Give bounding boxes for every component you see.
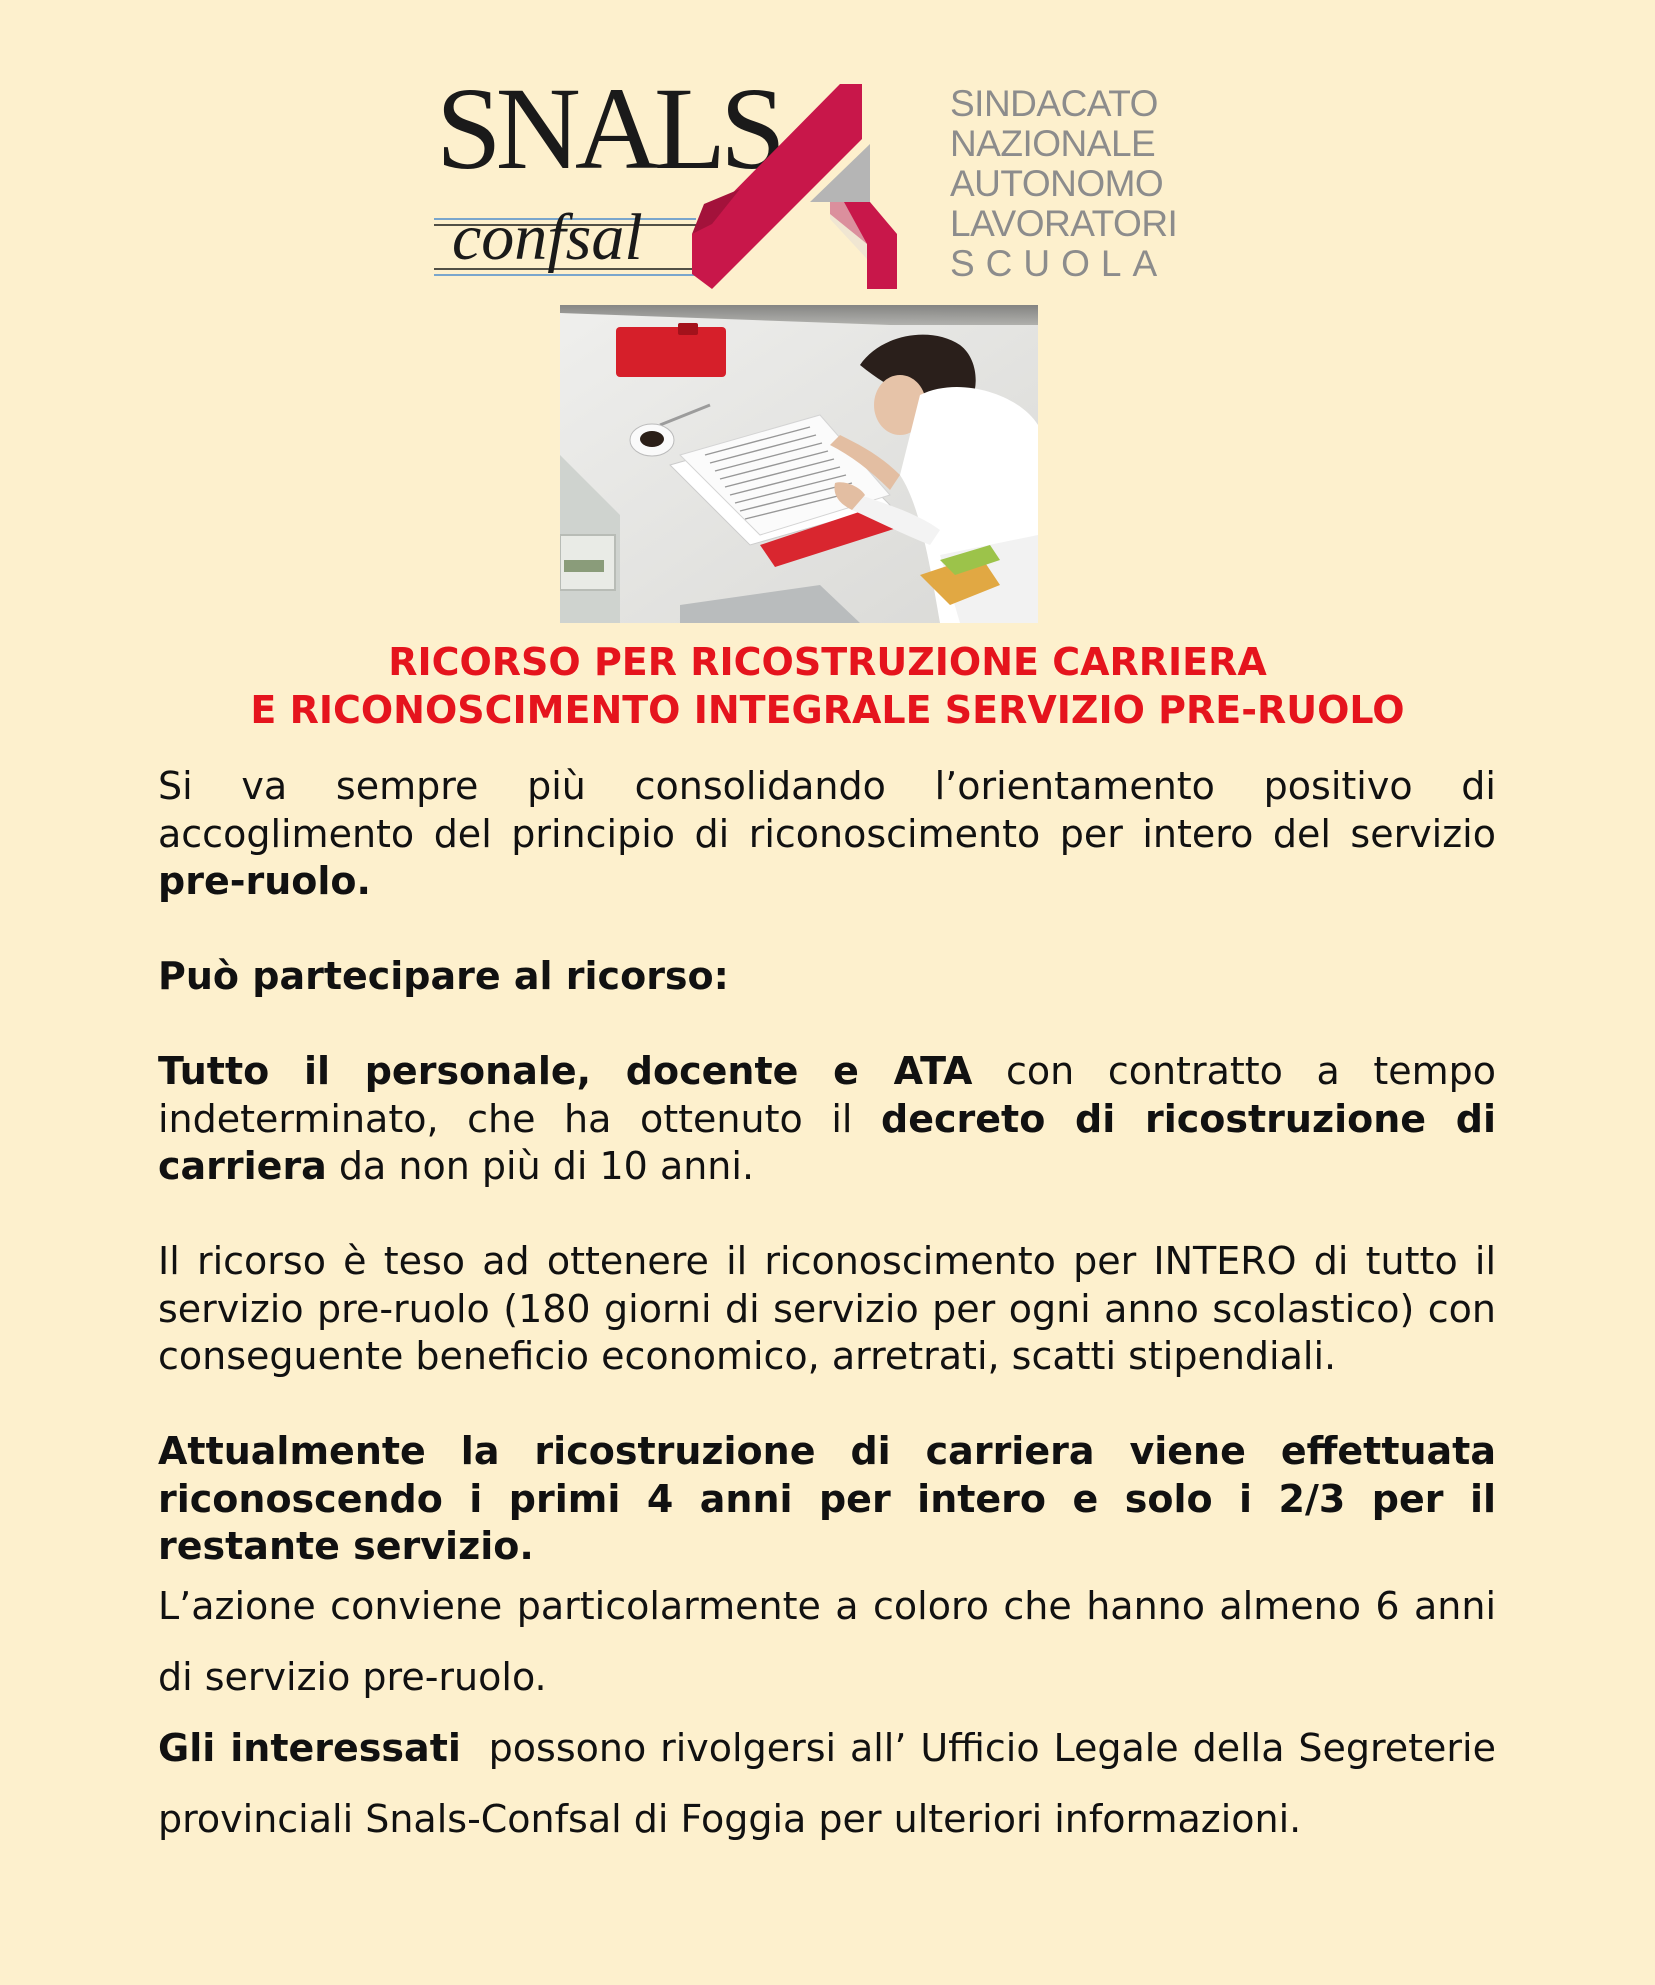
convenience-paragraph [158, 1571, 1496, 1713]
logo-line-4: LAVORATORI [950, 203, 1178, 244]
convenience-text: L’azione conviene particolarmente a coloro che hanno almeno 6 anni di servizio pre-ruolo. [158, 1583, 1496, 1699]
desk-photo [560, 305, 1038, 623]
logo-confsal [434, 201, 694, 285]
eligibility-text-2: da non più di 10 anni. [326, 1144, 755, 1188]
contact-paragraph [158, 1713, 1509, 1855]
logo-wordmark: SNALS [436, 63, 780, 194]
logo-line-5: SCUOLA [950, 243, 1169, 284]
current-practice-paragraph [158, 1428, 1496, 1571]
logo-line-1: SINDACATO [950, 83, 1158, 124]
participants-heading [158, 953, 1496, 1001]
current-practice-text: Attualmente la ricostruzione di carriera viene effettuata riconoscendo i primi 4 anni per intero e solo i 2/3 per il restante servizio. [158, 1429, 1496, 1568]
eligibility-bold-2: decreto di ricostruzione di carriera [158, 1096, 1496, 1188]
eligibility-text-1: con contratto a tempo indeterminato, che ha ottenuto il [158, 1049, 1497, 1141]
logo-ribbon-mark [692, 84, 912, 289]
body-text [158, 763, 1509, 1855]
participants-heading-text: Può partecipare al ricorso: [158, 954, 729, 998]
purpose-paragraph [158, 1238, 1496, 1381]
purpose-text: Il ricorso è teso ad ottenere il riconoscimento per INTERO di tutto il servizio pre-ruolo (180 giorni di servizio per ogni anno scolastico) con conseguente beneficio economico, arretrati, scatti stipendiali. [158, 1239, 1496, 1378]
page-title [0, 638, 1655, 734]
eligibility-bold-1: Tutto il personale, docente e ATA [158, 1049, 973, 1093]
intro-text: Si va sempre più consolidando l’orientamento positivo di accoglimento del principio di riconoscimento per intero del servizio [158, 764, 1496, 856]
snals-confsal-logo [430, 63, 1190, 300]
logo-line-2: NAZIONALE [950, 123, 1156, 164]
logo-organization-name [950, 84, 1177, 284]
title-line-1: RICORSO PER RICOSTRUZIONE CARRIERA [388, 640, 1267, 684]
logo-line-3: AUTONOMO [950, 163, 1164, 204]
desk-photo-illustration [560, 305, 1038, 623]
eligibility-paragraph [158, 1048, 1496, 1191]
intro-bold: pre-ruolo. [158, 859, 371, 903]
title-line-2: E RICONOSCIMENTO INTEGRALE SERVIZIO PRE-RUOLO [250, 688, 1405, 732]
logo-confsal-text: confsal [452, 201, 643, 274]
contact-bold: Gli interessati [158, 1725, 461, 1770]
contact-text: possono rivolgersi all’ Ufficio Legale della Segreterie provinciali Snals-Confsal di Foggia per ulteriori informazioni. [158, 1725, 1509, 1841]
intro-paragraph [158, 763, 1496, 906]
